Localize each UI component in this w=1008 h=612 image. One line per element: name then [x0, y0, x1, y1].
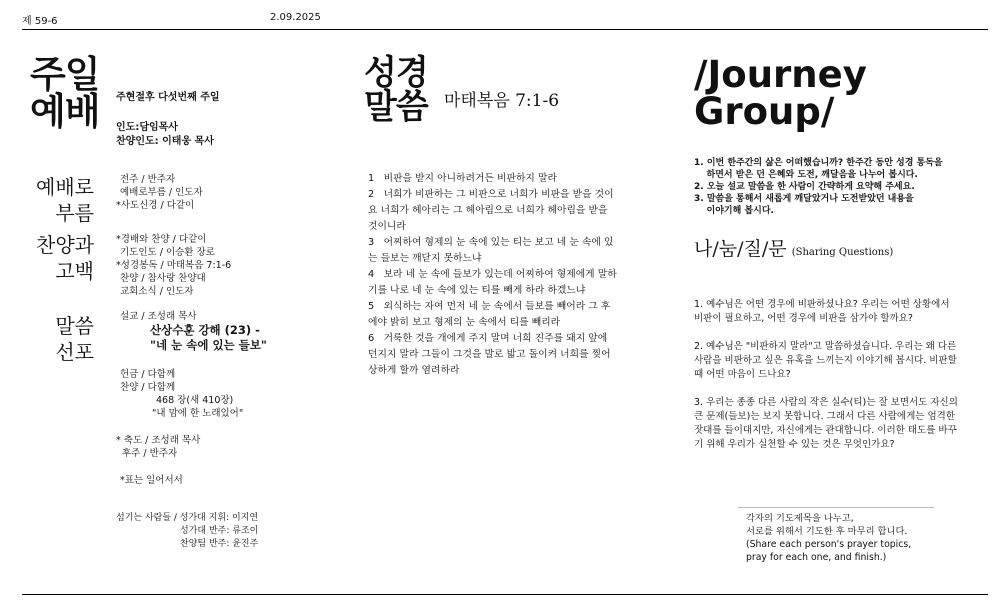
service-leader: 인도:담임목사: [116, 122, 178, 133]
hymn-number: 468 장(새 410장): [156, 395, 234, 406]
prompt-line: 1. 이번 한주간의 삶은 어떠했습니까? 한주간 동안 성경 통독을: [694, 158, 943, 168]
sharing-heading: [694, 234, 893, 261]
closing-line: pray for each one, and finish.): [746, 552, 887, 563]
closing-prayer: [746, 512, 911, 564]
scripture-title: [364, 53, 428, 127]
sharing-question-3: [694, 396, 986, 452]
verse-line: 5 외식하는 자여 먼저 네 눈 속에서 들보를 빼어라 그 후: [368, 301, 611, 312]
closing-line: 각자의 기도제목을 나누고,: [746, 513, 854, 524]
order-item: *경배와 찬양 / 다같이: [116, 234, 207, 245]
bulletin-date: 2.09.2025: [270, 12, 321, 23]
verse-line: 6 거룩한 것을 개에게 주지 말며 너희 진주를 돼지 앞에: [368, 333, 608, 344]
worship-title: [30, 53, 100, 133]
order-item: 후주 / 반주자: [122, 448, 178, 459]
question-line: 때 어떤 마음이 드나요?: [694, 369, 791, 380]
verse-line: 1 비판을 받지 아니하려거든 비판하지 말라: [368, 173, 557, 184]
section-call-to-worship: [20, 174, 94, 226]
question-line: 3. 우리는 종종 다른 사람의 작은 실수(티)는 잘 보면서도 자신의: [694, 397, 958, 408]
sharing-question-1: [694, 298, 986, 326]
question-line: 기 위해 우리가 실천할 수 있는 것은 무엇인가요?: [694, 439, 895, 450]
worship-title-line2: 예배: [30, 90, 100, 133]
order-group-3: [120, 368, 243, 420]
sharing-title: 나/눔/질/문: [694, 238, 787, 260]
order-item: 찬양 / 다함께: [120, 382, 176, 393]
order-item: *사도신경 / 다같이: [116, 200, 195, 211]
prompt-line: 3. 말씀을 통해서 새롭게 깨달았거나 도전받았던 내용을: [694, 194, 914, 204]
section-label: 예배로: [36, 175, 94, 199]
scripture-title-line1: 성경: [364, 53, 428, 93]
order-item: 예배로부름 / 인도자: [120, 187, 203, 198]
scripture-passage: [368, 171, 648, 379]
servers-line3: 찬양팀 반주: 윤진주: [180, 539, 259, 549]
sermon-title-line2: "네 눈 속에 있는 들보": [150, 338, 267, 352]
order-item: 헌금 / 다함께: [120, 369, 176, 380]
question-line: 1. 예수님은 어떤 경우에 비판하셨나요? 우리는 어떤 상황에서: [694, 299, 950, 310]
praise-leader: 찬양인도: 이태웅 목사: [116, 136, 214, 147]
verse-line: 것이니라: [368, 221, 406, 232]
sermon-title: [150, 323, 267, 353]
verse-line: 기를 나로 네 눈 속에 있는 티를 빼게 하라 하겠느냐: [368, 285, 586, 296]
servers-line1: 섬기는 사람들 / 성가대 지휘: 이지연: [116, 513, 259, 523]
journey-group-title: [694, 53, 867, 133]
servers-line2: 성가대 반주: 류조이: [180, 526, 259, 536]
question-line: 사람을 비판하고 싶은 유혹을 느끼는지 이야기해 봅시다. 비판할: [694, 355, 957, 366]
question-line: 잣대를 들이대지만, 자신에게는 관대합니다. 이러한 태도를 바꾸: [694, 425, 957, 436]
issue-number: 제 59-6: [22, 16, 58, 27]
question-line: 큰 문제(들보)는 보지 못합니다. 그래서 다른 사람에게는 엄격한: [694, 411, 955, 422]
bottom-divider: [22, 594, 988, 595]
sharing-question-2: [694, 340, 986, 382]
order-item: 찬양 / 참사랑 찬양대: [120, 273, 206, 284]
question-line: 비판이 필요하고, 어떤 경우에 비판을 삼가야 할까요?: [694, 313, 913, 324]
section-label: 찬양과: [36, 233, 94, 257]
standing-note: *표는 일어서서: [120, 475, 183, 486]
scripture-reference: 마태복음 7:1-6: [444, 91, 560, 111]
sharing-subtitle: (Sharing Questions): [791, 247, 894, 258]
section-sermon: [20, 313, 94, 365]
section-label: 고백: [55, 259, 94, 283]
journey-title-line2: Group/: [694, 90, 835, 133]
closing-divider: [738, 507, 934, 508]
order-item: 전주 / 반주자: [120, 174, 176, 185]
question-line: 2. 예수님은 "비판하지 말라"고 말씀하셨습니다. 우리는 왜 다른: [694, 341, 957, 352]
verse-line: 요 너희가 헤아리는 그 헤아림으로 너희가 헤아림을 받을: [368, 205, 608, 216]
discussion-prompts: [694, 157, 984, 217]
prompt-line: 2. 오늘 설교 말씀을 한 사람이 간략하게 요약해 주세요.: [694, 182, 915, 192]
order-group-2: [116, 233, 231, 298]
section-label: 말씀: [55, 314, 94, 338]
verse-line: 상하게 할까 염려하라: [368, 365, 460, 376]
order-item: 기도인도 / 이승환 장로: [120, 247, 215, 258]
top-divider: [22, 29, 988, 30]
section-praise-confession: [20, 232, 94, 284]
sermon-title-line1: 산상수훈 강해 (23) -: [150, 323, 260, 337]
verse-line: 는 들보는 깨닫지 못하느냐: [368, 253, 482, 264]
sermon-preacher: 설교 / 조성래 목사: [120, 311, 197, 322]
order-group-4: [116, 434, 200, 460]
verse-line: 에야 밝히 보고 형제의 눈 속에서 티를 빼리라: [368, 317, 561, 328]
verse-line: 던지지 말라 그들이 그것을 발로 밟고 돌이켜 너희를 찢어: [368, 349, 611, 360]
service-subtitle: 주현절후 다섯번째 주일: [116, 92, 220, 103]
verse-line: 3 어찌하여 형제의 눈 속에 있는 티는 보고 네 눈 속에 있: [368, 237, 614, 248]
journey-title-line1: /Journey: [694, 53, 867, 96]
scripture-title-line2: 말씀: [364, 87, 428, 127]
order-group-1: [116, 173, 203, 212]
section-label: 부름: [55, 201, 94, 225]
order-item: *성경봉독 / 마태복음 7:1-6: [116, 260, 232, 271]
prompt-line: 이야기해 봅시다.: [694, 206, 774, 216]
prompt-line: 하면서 받은 던 은혜와 도전, 깨달음을 나누어 봅시다.: [694, 170, 918, 180]
worship-title-line1: 주일: [30, 53, 100, 96]
section-label: 선포: [55, 340, 94, 364]
closing-line: (Share each person's prayer topics,: [746, 539, 912, 550]
closing-line: 서로를 위해서 기도한 후 마무리 합니다.: [746, 526, 908, 537]
order-item: * 축도 / 조성래 목사: [116, 435, 201, 446]
verse-line: 4 보라 네 눈 속에 들보가 있는데 어찌하여 형제에게 말하: [368, 269, 617, 280]
hymn-title: "내 맘에 한 노래있어": [152, 408, 244, 419]
order-item: 교회소식 / 인도자: [120, 286, 194, 297]
verse-line: 2 너희가 비판하는 그 비판으로 너희가 비판을 받을 것이: [368, 189, 614, 200]
